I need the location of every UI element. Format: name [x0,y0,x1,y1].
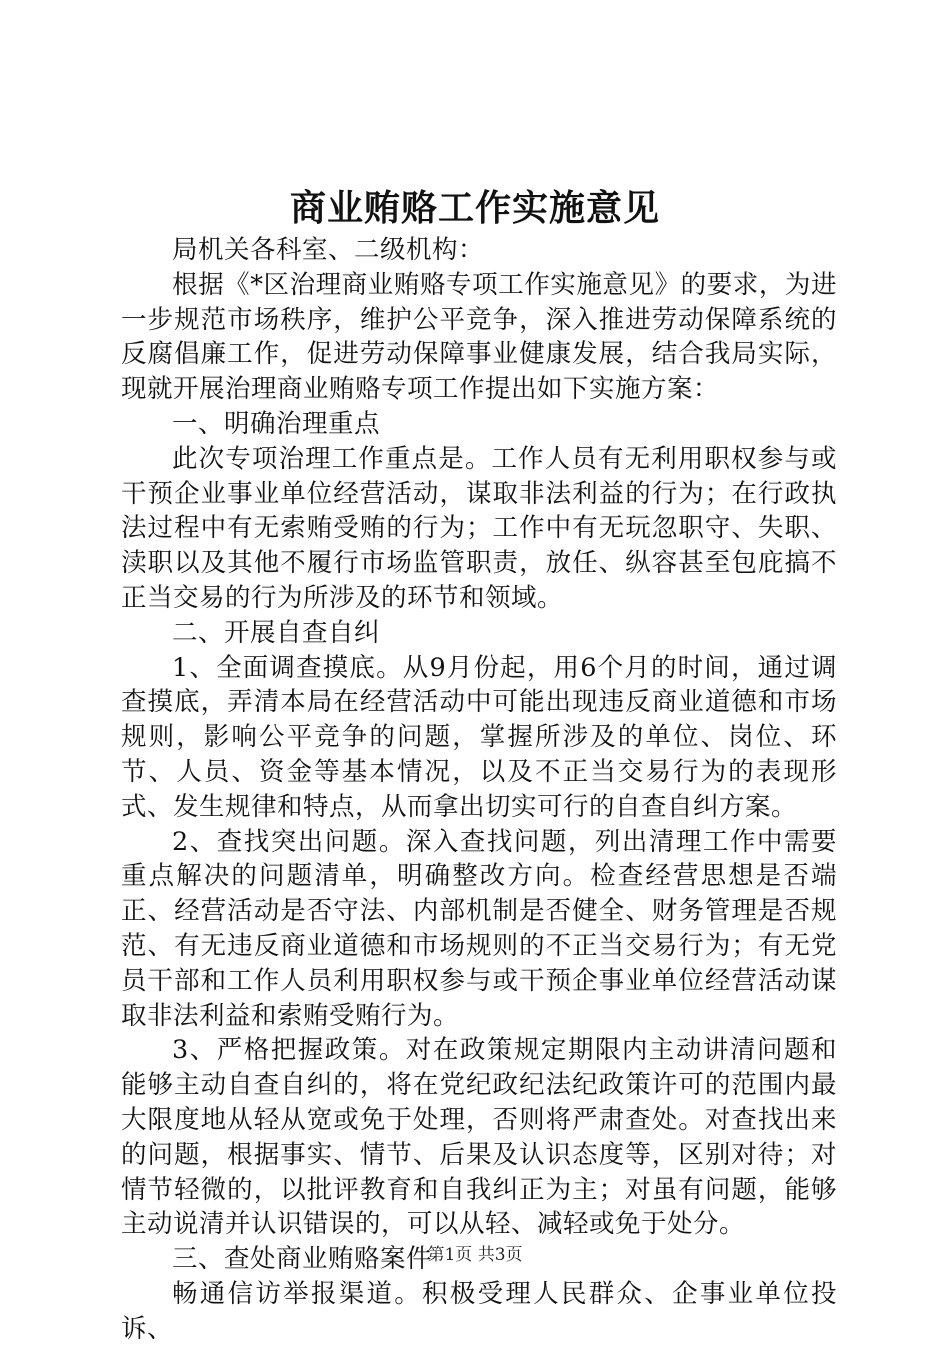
document-body [121,233,837,1347]
section-1-paragraph: 此次专项治理工作重点是。工作人员有无利用职权参与或干预企业事业单位经营活动，谋取非法利益的行为；在行政执法过程中有无索贿受贿的行为；工作中有无玩忽职守、失职、渎职以及其他不履行市场监管职责，放任、纵容甚至包庇搞不正当交易的行为所涉及的环节和领域。 [121,443,837,613]
section-2-item-2: 2、查找突出问题。深入查找问题，列出清理工作中需要重点解决的问题清单，明确整改方向。检查经营思想是否端正、经营活动是否守法、内部机制是否健全、财务管理是否规范、有无违反商业道德和市场规则的不正当交易行为；有无党员干部和工作人员利用职权参与或干预企事业单位经营活动谋取非法利益和索贿受贿行为。 [121,826,837,1031]
section-heading-3: 三、查处商业贿赂案件 [172,1244,433,1275]
section-heading-1: 一、明确治理重点 [172,408,381,439]
intro-paragraph: 根据《*区治理商业贿赂专项工作实施意见》的要求，为进一步规范市场秩序，维护公平竞争，深入推进劳动保障系统的反腐倡廉工作，促进劳动保障事业健康发展，结合我局实际，现就开展治理商业贿赂专项工作提出如下实施方案： [121,269,837,405]
document-title: 商业贿赂工作实施意见 [289,187,660,229]
section-3-paragraph: 畅通信访举报渠道。积极受理人民群众、企事业单位投诉、 [121,1278,837,1344]
section-heading-2: 二、开展自查自纠 [172,617,381,648]
section-2-item-1: 1、全面调查摸底。从9月份起，用6个月的时间，通过调查摸底，弄清本局在经营活动中可能出现违反商业道德和市场规则，影响公平竞争的问题，掌握所涉及的单位、岗位、环节、人员、资金等基本情况，以及不正当交易行为的表现形式、发生规律和特点，从而拿出切实可行的自查自纠方案。 [121,652,837,822]
page-footer: 第1页 共3页 [427,1245,523,1265]
salutation-paragraph: 局机关各科室、二级机构： [172,235,485,265]
section-2-item-3: 3、严格把握政策。对在政策规定期限内主动讲清问题和能够主动自查自纠的，将在党纪政纪法纪政策许可的范围内最大限度地从轻从宽或免于处理，否则将严肃查处。对查找出来的问题，根据事实、情节、后果及认识态度等，区别对待；对情节轻微的，以批评教育和自我纠正为主；对虽有问题，能够主动说清并认识错误的，可以从轻、减轻或免于处分。 [121,1035,837,1240]
